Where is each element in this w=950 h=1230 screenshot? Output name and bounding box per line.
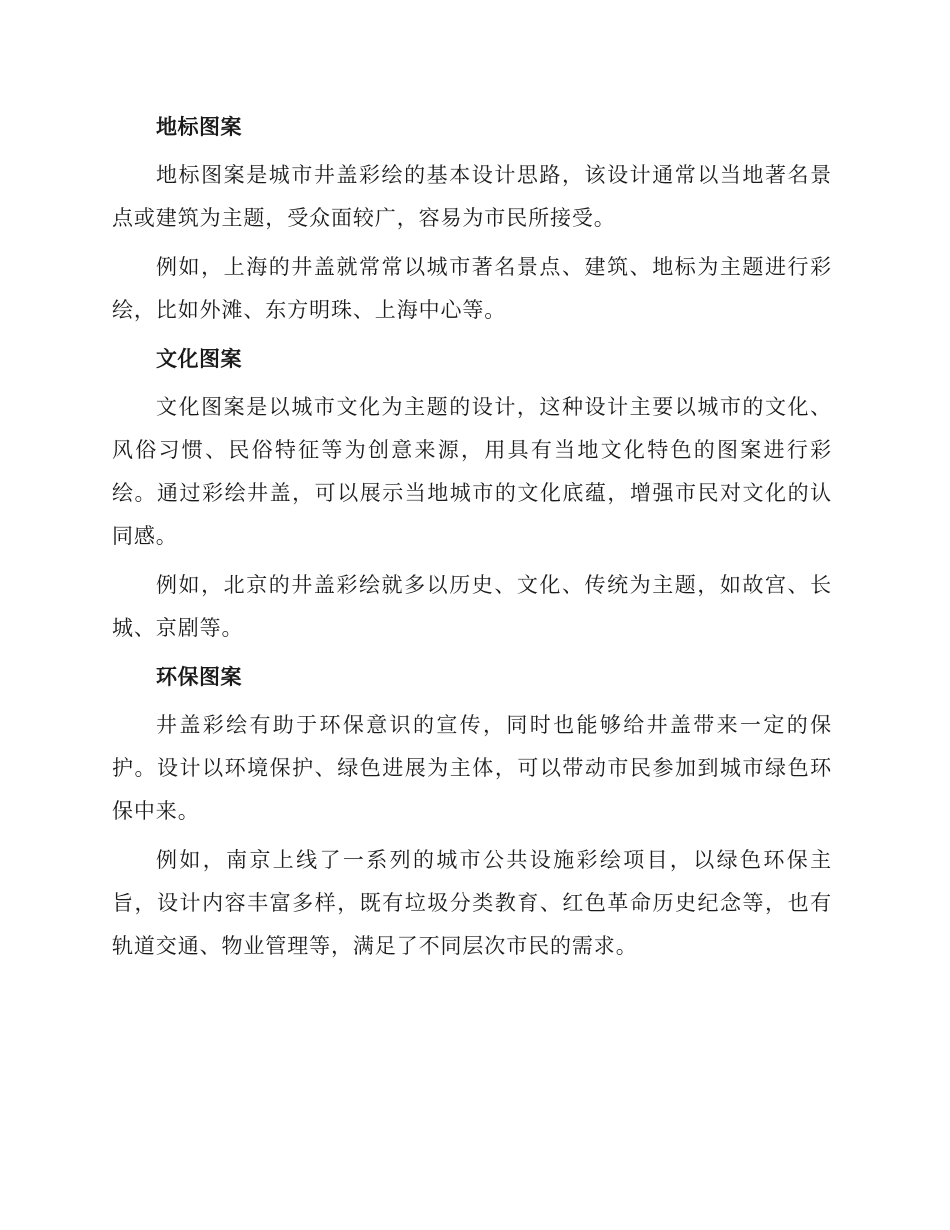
- paragraph: 例如，上海的井盖就常常以城市著名景点、建筑、地标为主题进行彩绘，比如外滩、东方明珠、上海中心等。: [112, 255, 832, 322]
- section-heading-environment: 环保图案: [156, 665, 242, 689]
- paragraph: 文化图案是以城市文化为主题的设计，这种设计主要以城市的文化、风俗习惯、民俗特征等为创意来源，用具有当地文化特色的图案进行彩绘。通过彩绘井盖，可以展示当地城市的文化底蕴，增强市民对文化的认同感。: [112, 395, 832, 548]
- document-body: [112, 106, 832, 974]
- paragraph: 例如，北京的井盖彩绘就多以历史、文化、传统为主题，如故宫、长城、京剧等。: [112, 573, 832, 640]
- paragraph: 例如，南京上线了一系列的城市公共设施彩绘项目，以绿色环保主旨，设计内容丰富多样，既有垃圾分类教育、红色革命历史纪念等，也有轨道交通、物业管理等，满足了不同层次市民的需求。: [112, 848, 832, 958]
- section-heading-landmark: 地标图案: [156, 115, 242, 139]
- section-heading-culture: 文化图案: [156, 347, 242, 371]
- paragraph: 井盖彩绘有助于环保意识的宣传，同时也能够给井盖带来一定的保护。设计以环境保护、绿色进展为主体，可以带动市民参加到城市绿色环保中来。: [112, 713, 832, 823]
- paragraph: 地标图案是城市井盖彩绘的基本设计思路，该设计通常以当地著名景点或建筑为主题，受众面较广，容易为市民所接受。: [112, 163, 832, 230]
